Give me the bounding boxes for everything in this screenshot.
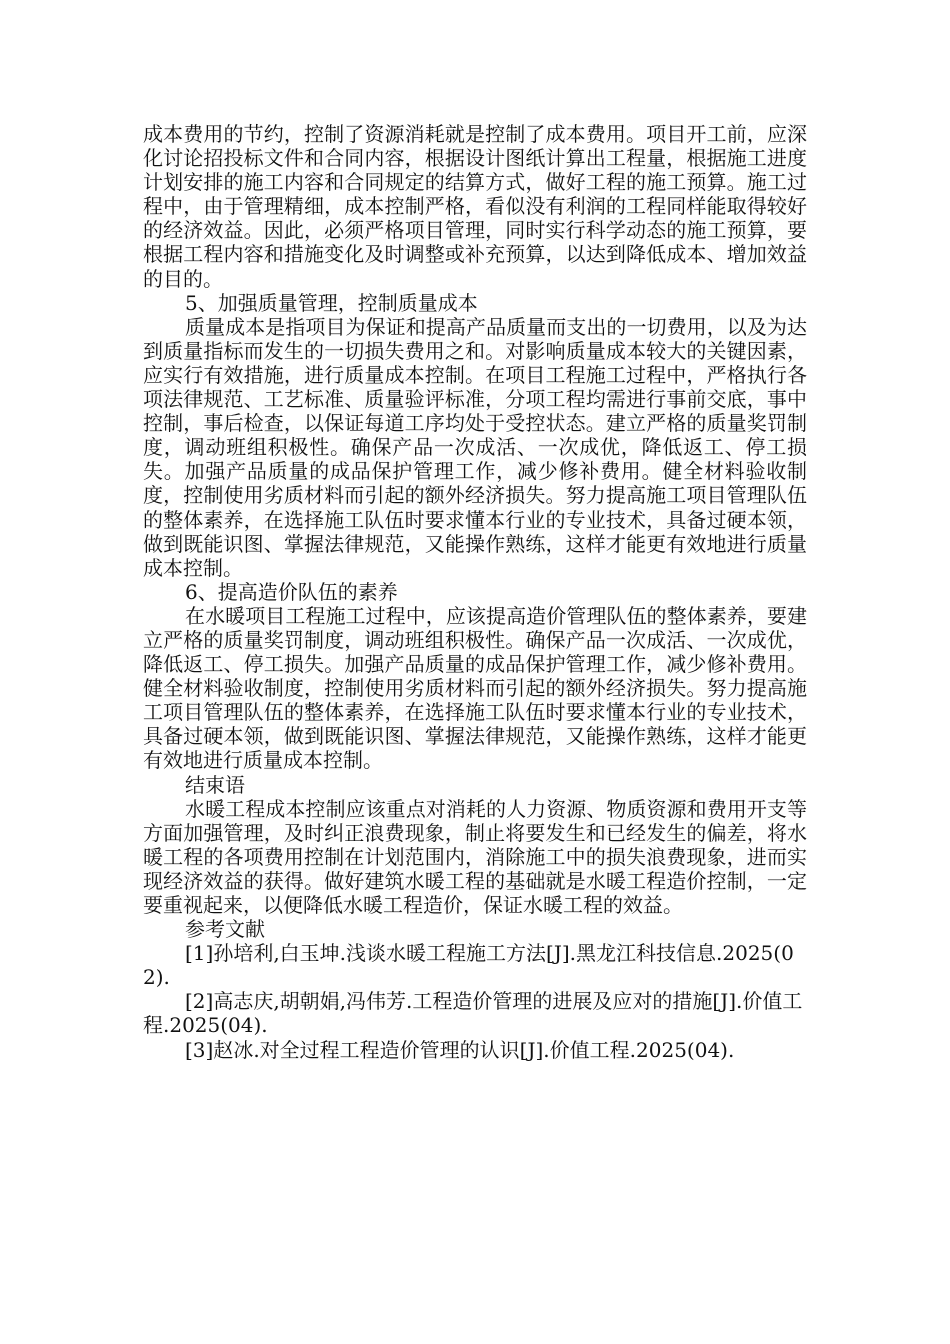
reference-item: [2]高志庆,胡朝娟,冯伟芳.工程造价管理的进展及应对的措施[J].价值工程.2025(04). [143, 989, 803, 1038]
document-body [143, 122, 807, 1062]
paragraph-team-quality: 在水暖项目工程施工过程中，应该提高造价管理队伍的整体素养，要建立严格的质量奖罚制度，调动班组积极性。确保产品一次成活、一次成优，降低返工、停工损失。加强产品质量的成品保护管理工作，减少修补费用。健全材料验收制度，控制使用劣质材料而引起的额外经济损失。努力提高施工项目管理队伍的整体素养，在选择施工队伍时要求懂本行业的专业技术，具备过硬本领，做到既能识图、掌握法律规范，又能操作熟练，这样才能更有效地进行质量成本控制。 [143, 603, 807, 773]
section-heading-quality: 5、加强质量管理，控制质量成本 [185, 290, 478, 315]
section-heading-team: 6、提高造价队伍的素养 [185, 579, 398, 604]
paragraph-cost-saving: 成本费用的节约，控制了资源消耗就是控制了成本费用。项目开工前，应深化讨论招投标文件和合同内容，根据设计图纸计算出工程量，根据施工进度计划安排的施工内容和合同规定的结算方式，做好工程的施工预算。施工过程中，由于管理精细，成本控制严格，看似没有利润的工程同样能取得较好的经济效益。因此，必须严格项目管理，同时实行科学动态的施工预算，要根据工程内容和措施变化及时调整或补充预算，以达到降低成本、增加效益的目的。 [143, 122, 807, 291]
section-heading-references: 参考文献 [185, 917, 265, 942]
reference-list [143, 941, 807, 1061]
section-heading-conclusion: 结束语 [185, 772, 245, 797]
reference-item: [3]赵冰.对全过程工程造价管理的认识[J].价值工程.2025(04). [185, 1037, 735, 1062]
reference-item: [1]孙培利,白玉坤.浅谈水暖工程施工方法[J].黑龙江科技信息.2025(02). [143, 941, 794, 990]
paragraph-conclusion: 水暖工程成本控制应该重点对消耗的人力资源、物质资源和费用开支等方面加强管理，及时纠正浪费现象，制止将要发生和已经发生的偏差，将水暖工程的各项费用控制在计划范围内，消除施工中的损失浪费现象，进而实现经济效益的获得。做好建筑水暖工程的基础就是水暖工程造价控制，一定要重视起来，以便降低水暖工程造价，保证水暖工程的效益。 [143, 796, 807, 917]
paragraph-quality-cost: 质量成本是指项目为保证和提高产品质量而支出的一切费用，以及为达到质量指标而发生的一切损失费用之和。对影响质量成本较大的关键因素，应实行有效措施，进行质量成本控制。在项目工程施工过程中，严格执行各项法律规范、工艺标准、质量验评标准，分项工程均需进行事前交底，事中控制，事后检查，以保证每道工序均处于受控状态。建立严格的质量奖罚制度，调动班组积极性。确保产品一次成活、一次成优，降低返工、停工损失。加强产品质量的成品保护管理工作，减少修补费用。健全材料验收制度，控制使用劣质材料而引起的额外经济损失。努力提高施工项目管理队伍的整体素养，在选择施工队伍时要求懂本行业的专业技术，具备过硬本领，做到既能识图、掌握法律规范，又能操作熟练，这样才能更有效地进行质量成本控制。 [143, 314, 807, 580]
